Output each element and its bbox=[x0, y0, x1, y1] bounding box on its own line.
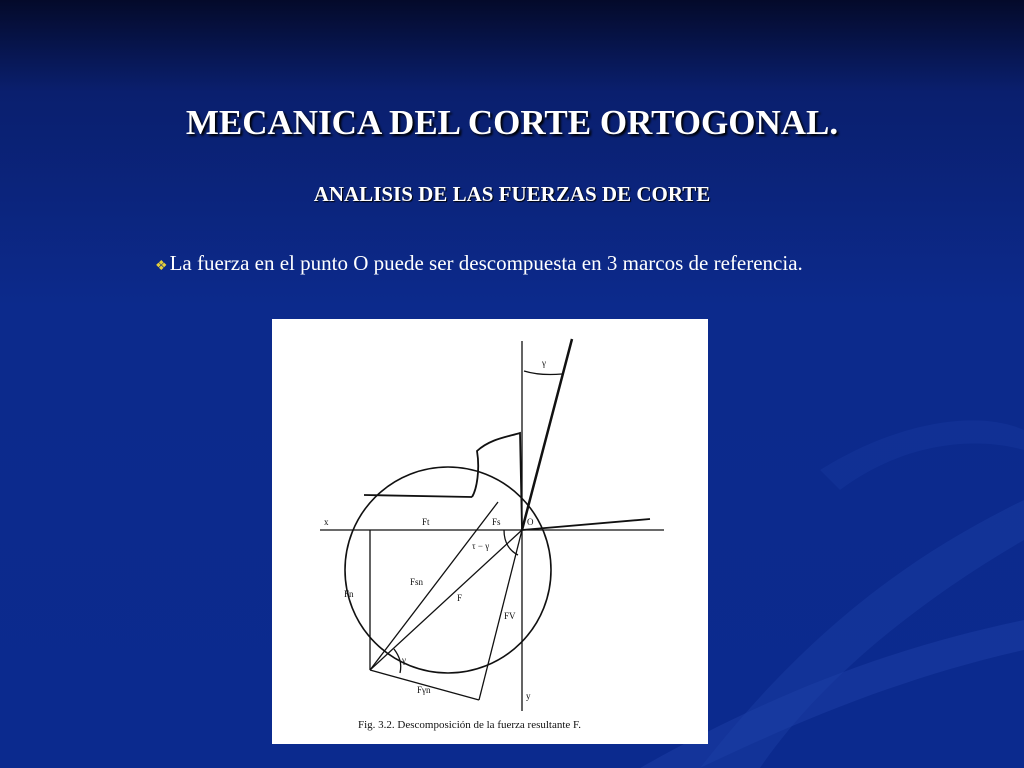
label-y-bottom: y bbox=[526, 691, 531, 701]
force-f-line bbox=[370, 530, 522, 670]
gamma-arc-top bbox=[524, 371, 562, 375]
diamond-bullet-icon: ❖ bbox=[155, 259, 168, 274]
label-fyn: Fγn bbox=[417, 685, 431, 695]
label-f: F bbox=[457, 593, 463, 603]
label-fsn: Fsn bbox=[410, 577, 424, 587]
label-fn: Fn bbox=[344, 589, 354, 599]
slide-title: MECANICA DEL CORTE ORTOGONAL. bbox=[185, 103, 839, 142]
force-fv-line bbox=[479, 530, 522, 700]
slide-subtitle: ANALISIS DE LAS FUERZAS DE CORTE bbox=[313, 182, 711, 206]
label-ft: Ft bbox=[422, 517, 430, 527]
gamma-arc-bottom bbox=[394, 649, 401, 673]
force-diagram-figure bbox=[272, 319, 708, 744]
chip-outline bbox=[472, 433, 522, 530]
bullet-text: La fuerza en el punto O puede ser descompuesta en 3 marcos de referencia. bbox=[169, 251, 803, 275]
tool-line bbox=[522, 339, 572, 530]
angle-arc bbox=[504, 530, 518, 555]
workpiece-line bbox=[364, 495, 472, 497]
label-gamma-top: γ bbox=[542, 358, 546, 368]
label-angle: τ − γ bbox=[472, 541, 490, 551]
force-decomposition-diagram bbox=[272, 319, 708, 744]
bullet-point bbox=[155, 248, 845, 282]
label-point-o: O bbox=[527, 517, 534, 527]
label-x-left: x bbox=[324, 517, 329, 527]
force-fsn-line bbox=[370, 502, 498, 670]
figure-caption: Fig. 3.2. Descomposición de la fuerza resultante F. bbox=[358, 719, 582, 731]
force-circle bbox=[345, 467, 551, 673]
label-fv: FV bbox=[504, 611, 516, 621]
label-fs: Fs bbox=[492, 517, 501, 527]
label-gamma-bottom: γ bbox=[402, 655, 406, 665]
